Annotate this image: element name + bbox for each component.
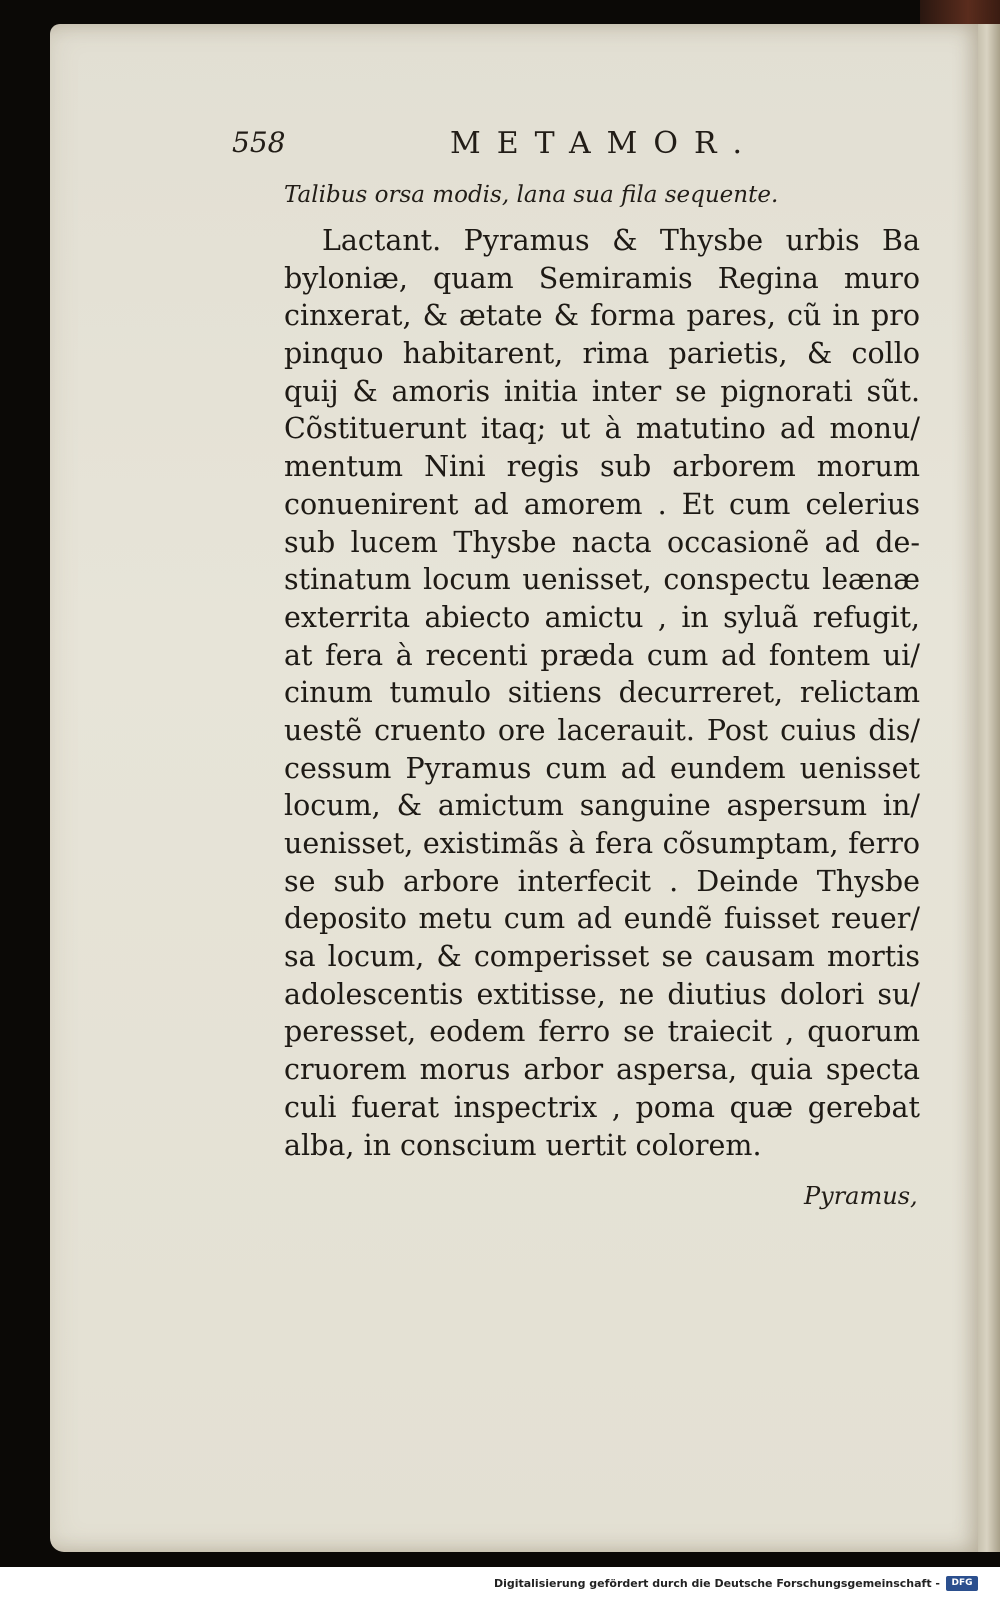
text-line: se sub arbore interfecit . Deinde Thysbe	[284, 864, 920, 898]
text-line: cinum tumulo sitiens decurreret, relictam	[284, 676, 920, 710]
text-line: conuenirent ad amorem . Et cum celerius	[284, 487, 920, 521]
footer-bar	[0, 1567, 1000, 1597]
running-title: METAMOR.	[450, 126, 759, 161]
text-line: culi fuerat inspectrix , poma quæ gerebat	[284, 1090, 920, 1124]
text-line: cinxerat, & ætate & forma pares, cũ in pro	[284, 299, 920, 333]
text-line: pinquo habitarent, rima parietis, & collo	[284, 337, 920, 371]
text-line: quij & amoris initia inter se pignorati sũt.	[284, 374, 920, 408]
catchword: Pyramus,	[804, 1182, 918, 1210]
text-line: locum, & amictum sanguine aspersum in/	[284, 789, 920, 823]
funding-credit: Digitalisierung gefördert durch die Deutsche Forschungsgemeinschaft -	[493, 1577, 940, 1590]
verse-line: Talibus orsa modis, lana sua fila sequente.	[284, 182, 779, 208]
text-line: peresset, eodem ferro se traiecit , quorum	[284, 1015, 920, 1049]
text-line: byloniæ, quam Semiramis Regina muro	[284, 261, 920, 295]
text-line: sub lucem Thysbe nacta occasionẽ ad de-	[284, 525, 920, 559]
text-line: sa locum, & comperisset se causam mortis	[284, 940, 920, 974]
text-line: uenisset, existimãs à fera cõsumptam, ferro	[284, 827, 920, 860]
text-line: exterrita abiecto amictu , in syluã refugit,	[284, 600, 920, 634]
text-line: cruorem morus arbor aspersa, quia specta	[284, 1053, 920, 1087]
text-line: Cõstituerunt itaq; ut à matutino ad monu/	[284, 412, 920, 446]
text-line: adolescentis extitisse, ne diutius dolori su/	[284, 977, 920, 1011]
dfg-logo-icon: DFG	[946, 1576, 978, 1591]
page-fore-edge	[978, 24, 1000, 1552]
text-line: uestẽ cruento ore lacerauit. Post cuius dis/	[284, 713, 920, 747]
body-text	[284, 222, 924, 1164]
text-line: alba, in conscium uertit colorem.	[284, 1128, 762, 1162]
text-line: mentum Nini regis sub arborem morum	[284, 450, 920, 484]
running-head	[232, 126, 792, 166]
text-line: stinatum locum uenisset, conspectu leænæ	[284, 563, 920, 597]
text-line: deposito metu cum ad eundẽ fuisset reuer/	[284, 902, 920, 936]
text-line: Lactant. Pyramus & Thysbe urbis Ba	[322, 224, 920, 257]
text-line: at fera à recenti præda cum ad fontem ui/	[284, 638, 920, 672]
page-number: 558	[232, 126, 286, 159]
text-line: cessum Pyramus cum ad eundem uenisset	[284, 751, 920, 785]
